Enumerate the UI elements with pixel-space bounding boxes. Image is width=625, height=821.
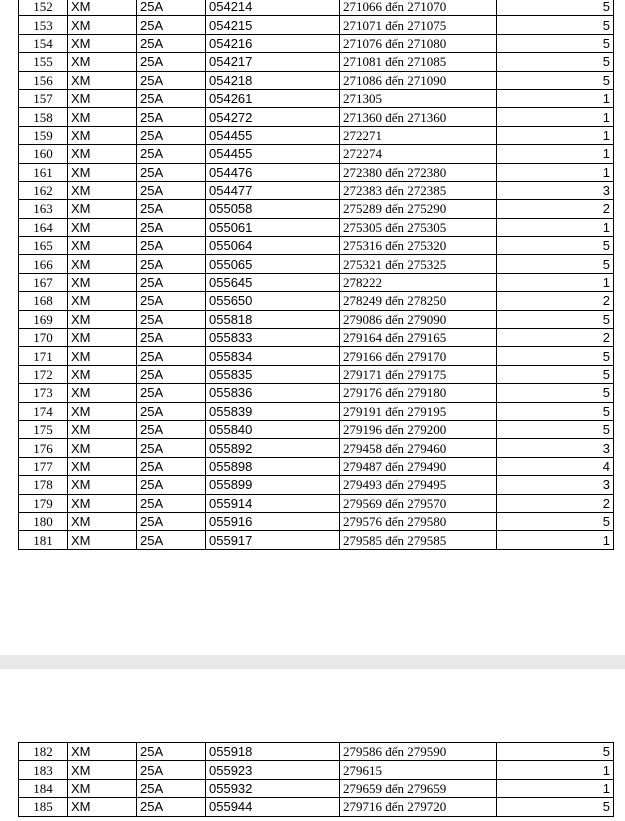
quantity-cell: 2 xyxy=(497,494,614,512)
row-number-cell: 180 xyxy=(19,512,68,530)
number-range-cell: 271360 đến 271360 xyxy=(340,108,497,126)
form-code-cell: XM xyxy=(68,743,137,761)
series-cell: 25A xyxy=(137,0,206,16)
table-row xyxy=(19,779,614,797)
row-number-cell: 165 xyxy=(19,237,68,255)
form-code-cell: XM xyxy=(68,53,137,71)
quantity-cell: 5 xyxy=(497,420,614,438)
quantity-cell: 3 xyxy=(497,181,614,199)
number-range-cell: 279586 đến 279590 xyxy=(340,743,497,761)
series-cell: 25A xyxy=(137,779,206,797)
table-row xyxy=(19,255,614,273)
quantity-cell: 5 xyxy=(497,347,614,365)
table-row xyxy=(19,0,614,16)
row-number-cell: 182 xyxy=(19,743,68,761)
table-row xyxy=(19,476,614,494)
serial-number-cell: 055058 xyxy=(206,200,340,218)
number-range-cell: 279493 đến 279495 xyxy=(340,476,497,494)
table-row xyxy=(19,347,614,365)
row-number-cell: 184 xyxy=(19,779,68,797)
number-range-cell: 279487 đến 279490 xyxy=(340,457,497,475)
serial-number-cell: 055836 xyxy=(206,384,340,402)
quantity-cell: 1 xyxy=(497,761,614,779)
number-range-cell: 279086 đến 279090 xyxy=(340,310,497,328)
serial-number-cell: 055834 xyxy=(206,347,340,365)
serial-number-cell: 055899 xyxy=(206,476,340,494)
series-cell: 25A xyxy=(137,457,206,475)
table-row xyxy=(19,34,614,52)
table-row xyxy=(19,365,614,383)
serial-number-cell: 054261 xyxy=(206,89,340,107)
quantity-cell: 5 xyxy=(497,16,614,34)
row-number-cell: 169 xyxy=(19,310,68,328)
row-number-cell: 185 xyxy=(19,798,68,816)
series-cell: 25A xyxy=(137,255,206,273)
row-number-cell: 173 xyxy=(19,384,68,402)
row-number-cell: 155 xyxy=(19,53,68,71)
form-code-cell: XM xyxy=(68,16,137,34)
table-row xyxy=(19,329,614,347)
serial-number-cell: 055932 xyxy=(206,779,340,797)
series-cell: 25A xyxy=(137,181,206,199)
row-number-cell: 181 xyxy=(19,531,68,549)
serial-number-cell: 055923 xyxy=(206,761,340,779)
number-range-cell: 278249 đến 278250 xyxy=(340,292,497,310)
serial-number-cell: 055061 xyxy=(206,218,340,236)
series-cell: 25A xyxy=(137,347,206,365)
records-table-body xyxy=(19,743,614,817)
form-code-cell: XM xyxy=(68,200,137,218)
number-range-cell: 279176 đến 279180 xyxy=(340,384,497,402)
form-code-cell: XM xyxy=(68,218,137,236)
table-row xyxy=(19,402,614,420)
table-row xyxy=(19,237,614,255)
number-range-cell: 272271 xyxy=(340,126,497,144)
number-range-cell: 271305 xyxy=(340,89,497,107)
quantity-cell: 5 xyxy=(497,310,614,328)
series-cell: 25A xyxy=(137,273,206,291)
series-cell: 25A xyxy=(137,16,206,34)
number-range-cell: 271066 đến 271070 xyxy=(340,0,497,16)
table-row xyxy=(19,420,614,438)
quantity-cell: 5 xyxy=(497,237,614,255)
row-number-cell: 179 xyxy=(19,494,68,512)
number-range-cell: 279576 đến 279580 xyxy=(340,512,497,530)
row-number-cell: 183 xyxy=(19,761,68,779)
quantity-cell: 3 xyxy=(497,439,614,457)
form-code-cell: XM xyxy=(68,457,137,475)
number-range-cell: 272380 đến 272380 xyxy=(340,163,497,181)
form-code-cell: XM xyxy=(68,108,137,126)
table-row xyxy=(19,200,614,218)
table-row xyxy=(19,218,614,236)
number-range-cell: 272274 xyxy=(340,145,497,163)
serial-number-cell: 055645 xyxy=(206,273,340,291)
series-cell: 25A xyxy=(137,108,206,126)
number-range-cell: 279166 đến 279170 xyxy=(340,347,497,365)
quantity-cell: 1 xyxy=(497,145,614,163)
quantity-cell: 2 xyxy=(497,200,614,218)
number-range-cell: 272383 đến 272385 xyxy=(340,181,497,199)
table-row xyxy=(19,108,614,126)
form-code-cell: XM xyxy=(68,71,137,89)
series-cell: 25A xyxy=(137,329,206,347)
number-range-cell: 278222 xyxy=(340,273,497,291)
records-table-page-1 xyxy=(18,0,614,550)
series-cell: 25A xyxy=(137,292,206,310)
number-range-cell: 279615 xyxy=(340,761,497,779)
form-code-cell: XM xyxy=(68,476,137,494)
table-row xyxy=(19,512,614,530)
form-code-cell: XM xyxy=(68,181,137,199)
form-code-cell: XM xyxy=(68,310,137,328)
form-code-cell: XM xyxy=(68,761,137,779)
series-cell: 25A xyxy=(137,494,206,512)
row-number-cell: 171 xyxy=(19,347,68,365)
table-row xyxy=(19,457,614,475)
number-range-cell: 279191 đến 279195 xyxy=(340,402,497,420)
number-range-cell: 279716 đến 279720 xyxy=(340,798,497,816)
row-number-cell: 166 xyxy=(19,255,68,273)
row-number-cell: 162 xyxy=(19,181,68,199)
series-cell: 25A xyxy=(137,34,206,52)
number-range-cell: 279585 đến 279585 xyxy=(340,531,497,549)
quantity-cell: 5 xyxy=(497,743,614,761)
table-row xyxy=(19,439,614,457)
row-number-cell: 172 xyxy=(19,365,68,383)
row-number-cell: 176 xyxy=(19,439,68,457)
serial-number-cell: 054217 xyxy=(206,53,340,71)
form-code-cell: XM xyxy=(68,494,137,512)
table-row xyxy=(19,181,614,199)
row-number-cell: 178 xyxy=(19,476,68,494)
serial-number-cell: 054477 xyxy=(206,181,340,199)
number-range-cell: 275289 đến 275290 xyxy=(340,200,497,218)
serial-number-cell: 055835 xyxy=(206,365,340,383)
table-row xyxy=(19,292,614,310)
serial-number-cell: 055916 xyxy=(206,512,340,530)
serial-number-cell: 055914 xyxy=(206,494,340,512)
form-code-cell: XM xyxy=(68,347,137,365)
table-row xyxy=(19,743,614,761)
series-cell: 25A xyxy=(137,163,206,181)
table-row xyxy=(19,273,614,291)
quantity-cell: 2 xyxy=(497,329,614,347)
row-number-cell: 168 xyxy=(19,292,68,310)
table-row xyxy=(19,384,614,402)
form-code-cell: XM xyxy=(68,402,137,420)
series-cell: 25A xyxy=(137,71,206,89)
form-code-cell: XM xyxy=(68,329,137,347)
series-cell: 25A xyxy=(137,365,206,383)
quantity-cell: 3 xyxy=(497,476,614,494)
serial-number-cell: 055898 xyxy=(206,457,340,475)
records-table-body xyxy=(19,0,614,549)
number-range-cell: 279164 đến 279165 xyxy=(340,329,497,347)
table-row xyxy=(19,89,614,107)
form-code-cell: XM xyxy=(68,420,137,438)
quantity-cell: 1 xyxy=(497,126,614,144)
series-cell: 25A xyxy=(137,384,206,402)
quantity-cell: 4 xyxy=(497,457,614,475)
row-number-cell: 170 xyxy=(19,329,68,347)
form-code-cell: XM xyxy=(68,531,137,549)
serial-number-cell: 055839 xyxy=(206,402,340,420)
quantity-cell: 5 xyxy=(497,512,614,530)
quantity-cell: 5 xyxy=(497,255,614,273)
serial-number-cell: 054455 xyxy=(206,126,340,144)
number-range-cell: 275305 đến 275305 xyxy=(340,218,497,236)
serial-number-cell: 054218 xyxy=(206,71,340,89)
form-code-cell: XM xyxy=(68,145,137,163)
quantity-cell: 1 xyxy=(497,531,614,549)
form-code-cell: XM xyxy=(68,273,137,291)
serial-number-cell: 055918 xyxy=(206,743,340,761)
serial-number-cell: 055892 xyxy=(206,439,340,457)
row-number-cell: 152 xyxy=(19,0,68,16)
series-cell: 25A xyxy=(137,218,206,236)
quantity-cell: 5 xyxy=(497,34,614,52)
series-cell: 25A xyxy=(137,310,206,328)
row-number-cell: 174 xyxy=(19,402,68,420)
serial-number-cell: 054476 xyxy=(206,163,340,181)
series-cell: 25A xyxy=(137,145,206,163)
serial-number-cell: 055064 xyxy=(206,237,340,255)
row-number-cell: 161 xyxy=(19,163,68,181)
form-code-cell: XM xyxy=(68,439,137,457)
series-cell: 25A xyxy=(137,237,206,255)
row-number-cell: 159 xyxy=(19,126,68,144)
table-row xyxy=(19,531,614,549)
table-row xyxy=(19,798,614,816)
serial-number-cell: 054214 xyxy=(206,0,340,16)
row-number-cell: 156 xyxy=(19,71,68,89)
quantity-cell: 1 xyxy=(497,273,614,291)
series-cell: 25A xyxy=(137,512,206,530)
serial-number-cell: 055065 xyxy=(206,255,340,273)
form-code-cell: XM xyxy=(68,384,137,402)
quantity-cell: 1 xyxy=(497,163,614,181)
quantity-cell: 5 xyxy=(497,798,614,816)
number-range-cell: 279458 đến 279460 xyxy=(340,439,497,457)
series-cell: 25A xyxy=(137,761,206,779)
records-table-page-2 xyxy=(18,742,614,817)
table-row xyxy=(19,53,614,71)
number-range-cell: 271086 đến 271090 xyxy=(340,71,497,89)
row-number-cell: 167 xyxy=(19,273,68,291)
table-row xyxy=(19,494,614,512)
number-range-cell: 279196 đến 279200 xyxy=(340,420,497,438)
table-row xyxy=(19,126,614,144)
form-code-cell: XM xyxy=(68,512,137,530)
serial-number-cell: 055944 xyxy=(206,798,340,816)
series-cell: 25A xyxy=(137,531,206,549)
form-code-cell: XM xyxy=(68,779,137,797)
quantity-cell: 2 xyxy=(497,292,614,310)
table-row xyxy=(19,163,614,181)
table-row xyxy=(19,71,614,89)
form-code-cell: XM xyxy=(68,34,137,52)
number-range-cell: 279659 đến 279659 xyxy=(340,779,497,797)
table-row xyxy=(19,310,614,328)
quantity-cell: 5 xyxy=(497,365,614,383)
series-cell: 25A xyxy=(137,420,206,438)
page-separator xyxy=(0,655,625,669)
number-range-cell: 271081 đến 271085 xyxy=(340,53,497,71)
row-number-cell: 153 xyxy=(19,16,68,34)
quantity-cell: 5 xyxy=(497,53,614,71)
series-cell: 25A xyxy=(137,798,206,816)
quantity-cell: 1 xyxy=(497,108,614,126)
serial-number-cell: 055818 xyxy=(206,310,340,328)
form-code-cell: XM xyxy=(68,0,137,16)
number-range-cell: 275321 đến 275325 xyxy=(340,255,497,273)
table-row xyxy=(19,761,614,779)
quantity-cell: 1 xyxy=(497,89,614,107)
quantity-cell: 5 xyxy=(497,384,614,402)
serial-number-cell: 054215 xyxy=(206,16,340,34)
series-cell: 25A xyxy=(137,402,206,420)
form-code-cell: XM xyxy=(68,255,137,273)
serial-number-cell: 054455 xyxy=(206,145,340,163)
serial-number-cell: 055840 xyxy=(206,420,340,438)
series-cell: 25A xyxy=(137,200,206,218)
series-cell: 25A xyxy=(137,53,206,71)
row-number-cell: 177 xyxy=(19,457,68,475)
series-cell: 25A xyxy=(137,126,206,144)
form-code-cell: XM xyxy=(68,798,137,816)
form-code-cell: XM xyxy=(68,365,137,383)
number-range-cell: 271071 đến 271075 xyxy=(340,16,497,34)
number-range-cell: 279171 đến 279175 xyxy=(340,365,497,383)
quantity-cell: 5 xyxy=(497,71,614,89)
table-row xyxy=(19,145,614,163)
form-code-cell: XM xyxy=(68,163,137,181)
row-number-cell: 175 xyxy=(19,420,68,438)
series-cell: 25A xyxy=(137,439,206,457)
form-code-cell: XM xyxy=(68,126,137,144)
quantity-cell: 5 xyxy=(497,0,614,16)
form-code-cell: XM xyxy=(68,237,137,255)
number-range-cell: 275316 đến 275320 xyxy=(340,237,497,255)
serial-number-cell: 054216 xyxy=(206,34,340,52)
row-number-cell: 157 xyxy=(19,89,68,107)
form-code-cell: XM xyxy=(68,292,137,310)
row-number-cell: 154 xyxy=(19,34,68,52)
serial-number-cell: 054272 xyxy=(206,108,340,126)
series-cell: 25A xyxy=(137,89,206,107)
row-number-cell: 160 xyxy=(19,145,68,163)
row-number-cell: 158 xyxy=(19,108,68,126)
number-range-cell: 279569 đến 279570 xyxy=(340,494,497,512)
series-cell: 25A xyxy=(137,743,206,761)
quantity-cell: 1 xyxy=(497,218,614,236)
table-row xyxy=(19,16,614,34)
quantity-cell: 1 xyxy=(497,779,614,797)
series-cell: 25A xyxy=(137,476,206,494)
row-number-cell: 163 xyxy=(19,200,68,218)
serial-number-cell: 055650 xyxy=(206,292,340,310)
form-code-cell: XM xyxy=(68,89,137,107)
number-range-cell: 271076 đến 271080 xyxy=(340,34,497,52)
quantity-cell: 5 xyxy=(497,402,614,420)
serial-number-cell: 055917 xyxy=(206,531,340,549)
row-number-cell: 164 xyxy=(19,218,68,236)
serial-number-cell: 055833 xyxy=(206,329,340,347)
